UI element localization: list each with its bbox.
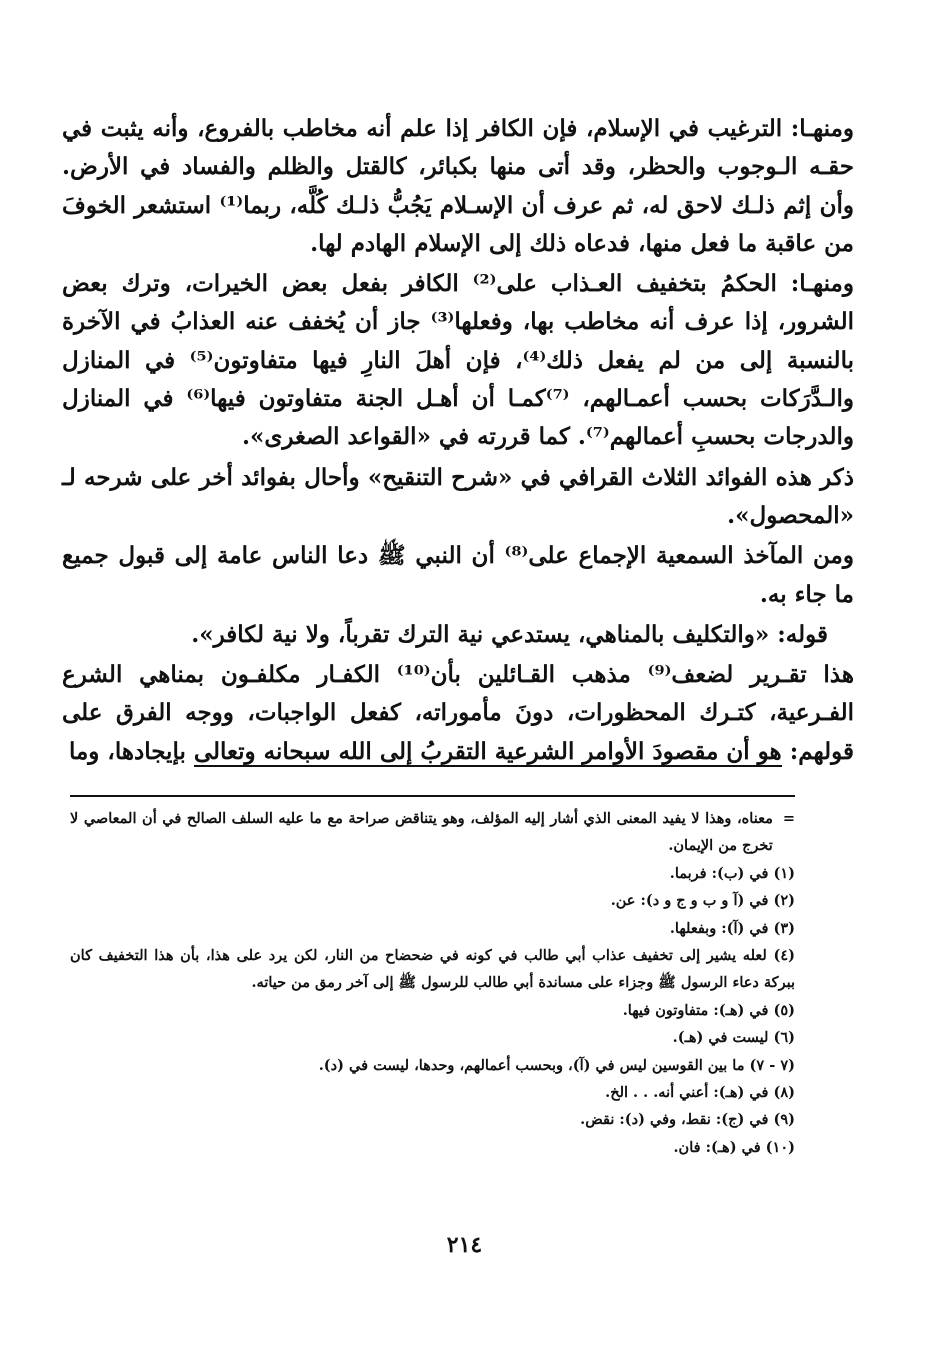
- footnotes: [70, 805, 795, 1161]
- footnote-continuation-text: معناه، وهذا لا يفيد المعنى الذي أشار إليه المؤلف، وهو يتناقض صراحة مع ما عليه السلف الصالح في أن المعاصي لا تخرج من الإيمان.: [70, 810, 773, 855]
- paragraph-6: [62, 656, 854, 771]
- underlined-phrase: هو أن مقصودَ الأوامر الشرعية التقربُ إلى الله سبحانه وتعالى: [193, 737, 782, 765]
- continuation-mark: =: [782, 810, 795, 827]
- footnote-10: (١٠) في (هـ): فان.: [673, 1138, 795, 1156]
- paragraph-3: ذكر هذه الفوائد الثلاث القرافي في «شرح التنقيح» وأحال بفوائد أخر على شرحه لـ «المحصول».: [62, 463, 854, 529]
- footnote-3: (٣) في (آ): وبفعلها.: [669, 919, 795, 937]
- footnote-5: (٥) في (هـ): متفاوتون فيها.: [622, 1001, 795, 1019]
- footnote-continuation: [70, 805, 795, 860]
- footnote-9: (٩) في (ج): نقط، وفي (د): نقض.: [580, 1111, 795, 1129]
- footnote-4: (٤) لعله يشير إلى تخفيف عذاب أبي طالب في كونه في ضحضاح من النار، لكن يرد على هذا، بأن هذا التخفيف كان ببركة دعاء الرسول ﷺ وجزاء على مساندة أبي طالب للرسول ﷺ إلى آخر رمق من حياته.: [70, 947, 795, 992]
- paragraph-5: قوله: «والتكليف بالمناهي، يستدعي نية الترك تقرباً، ولا نية لكافر».: [191, 620, 828, 648]
- footnote-6: (٦) ليست في (هـ).: [672, 1029, 795, 1047]
- page-number: ٢١٤: [446, 1232, 483, 1258]
- footnote-divider: [70, 795, 795, 797]
- main-text: [62, 108, 854, 771]
- footnote-2: (٢) في (آ و ب و ج و د): عن.: [610, 892, 795, 910]
- paragraph-1: ومنهـا: الترغيب في الإسلام، فإن الكافر إذا علم أنه مخاطب بالفروع، وأنه يثبت في حقـه الـوجوب والحظر، وقد أتى منها بكبائر، كالقتل والظلم والفساد في الأرض. وأن إثم ذلـك لاحق له، ثم عرف أن الإسـلام يَجُبُّ ذلـك كُلَّه، ربما⁽¹⁾ استشعر الخوفَ من عاقبة ما فعل منها، فدعاه ذلك إلى الإسلام الهادم لها.: [62, 115, 854, 257]
- paragraph-2: ومنهـا: الحكمُ بتخفيف العـذاب على⁽²⁾ الكافر بفعل بعض الخيرات، وترك بعض الشرور، إذا عرف أنه مخاطب بها، وفعلها⁽³⁾ جاز أن يُخفف عنه العذابُ في الآخرة بالنسبة إلى من لم يفعل ذلك⁽⁴⁾، فإن أهلَ النارِ فيها متفاوتون⁽⁵⁾ في المنازل والـدَّرَكات بحسب أعمـالهم، ⁽⁷⁾كمـا أن أهـل الجنة متفاوتون فيها⁽⁶⁾ في المنازل والدرجات بحسبِ أعمالهم⁽⁷⁾. كما قررته في «القواعد الصغرى».: [62, 270, 855, 451]
- paragraph-6-end: بإيجادها، وما: [68, 737, 194, 765]
- footnote-1: (١) في (ب): فربما.: [669, 864, 795, 882]
- paragraph-6-text: هذا تقـرير لضعف⁽⁹⁾ مذهب القـائلين بأن⁽¹⁰⁾ الكفـار مكلفـون بمناهي الشرع الفـرعية، كتـرك المحظورات، دونَ مأموراته، كفعل الواجبات، ووجه الفرق على قولهم:: [62, 661, 855, 765]
- paragraph-4: ومن المآخذ السمعية الإجماع على⁽⁸⁾ أن النبي ﷺ دعا الناس عامة إلى قبول جميع ما جاء به.: [62, 542, 854, 608]
- footnote-7: (٧ - ٧) ما بين القوسين ليس في (آ)، وبحسب أعمالهم، وحدها، ليست في (د).: [318, 1056, 795, 1074]
- footnote-8: (٨) في (هـ): أعني أنه. . . الخ.: [605, 1084, 795, 1102]
